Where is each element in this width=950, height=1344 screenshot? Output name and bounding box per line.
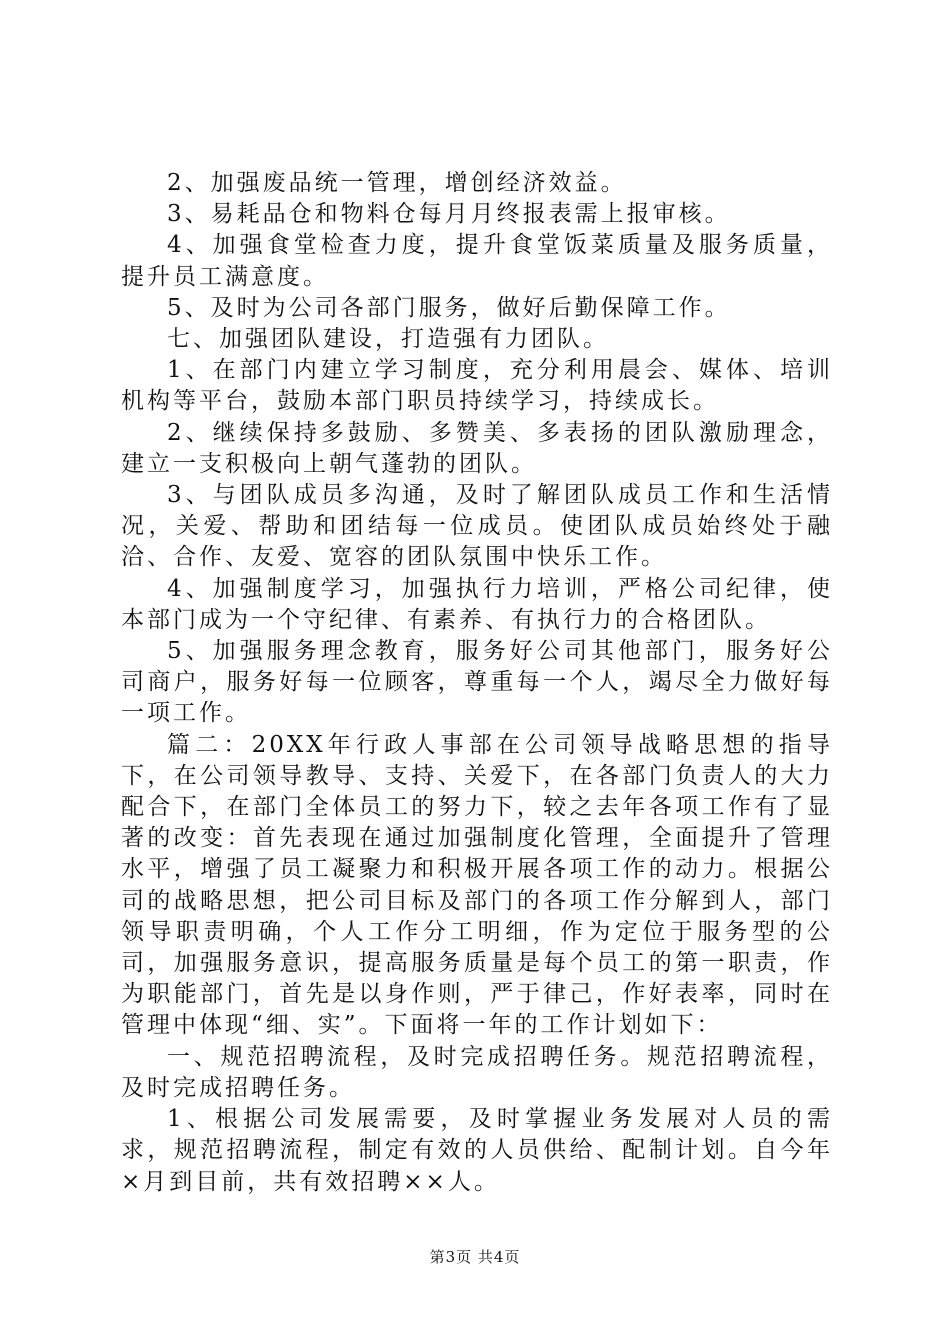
paragraph: 篇二：20XX年行政人事部在公司领导战略思想的指导下，在公司领导教导、支持、关爱下，在各部门负责人的大力配合下，在部门全体员工的努力下，较之去年各项工作有了显著的改变：首先表现在通过加强制度化管理，全面提升了管理水平，增强了员工凝聚力和积极开展各项工作的动力。根据公司的战略思想，把公司目标及部门的各项工作分解到人，部门领导职责明确，个人工作分工明细，作为定位于服务型的公司，加强服务意识，提高服务质量是每个员工的第一职责，作为职能部门，首先是以身作则，严于律己，作好表率，同时在管理中体现“细、实”。下面将一年的工作计划如下： [121, 731, 833, 1039]
paragraph: 3、与团队成员多沟通，及时了解团队成员工作和生活情况，关爱、帮助和团结每一位成员。使团队成员始终处于融洽、合作、友爱、宽容的团队氛围中快乐工作。 [121, 482, 833, 571]
paragraph: 2、加强废品统一管理，增创经济效益。 [167, 170, 627, 196]
paragraph: 5、加强服务理念教育，服务好公司其他部门，服务好公司商户，服务好每一位顾客，尊重每一个人，竭尽全力做好每一项工作。 [121, 638, 833, 727]
document-body [121, 168, 833, 1198]
paragraph: 5、及时为公司各部门服务，做好后勤保障工作。 [167, 294, 731, 321]
section-heading: 一、规范招聘流程，及时完成招聘任务。规范招聘流程，及时完成招聘任务。 [121, 1043, 833, 1101]
paragraph: 1、根据公司发展需要，及时掌握业务发展对人员的需求，规范招聘流程，制定有效的人员供给、配制计划。自今年×月到目前，共有效招聘××人。 [121, 1106, 833, 1195]
paragraph: 3、易耗品仓和物料仓每月月终报表需上报审核。 [167, 201, 731, 228]
paragraph: 1、在部门内建立学习制度，充分利用晨会、媒体、培训机构等平台，鼓励本部门职员持续学习，持续成长。 [121, 357, 833, 415]
page-footer: 第3页 共4页 [429, 1248, 521, 1266]
paragraph: 4、加强制度学习，加强执行力培训，严格公司纪律，使本部门成为一个守纪律、有素养、有执行力的合格团队。 [121, 575, 833, 633]
paragraph: 4、加强食堂检查力度，提升食堂饭菜质量及服务质量，提升员工满意度。 [121, 232, 833, 290]
section-heading: 七、加强团队建设，打造强有力团队。 [167, 326, 609, 353]
paragraph: 2、继续保持多鼓励、多赞美、多表扬的团队激励理念，建立一支积极向上朝气蓬勃的团队。 [121, 419, 833, 477]
